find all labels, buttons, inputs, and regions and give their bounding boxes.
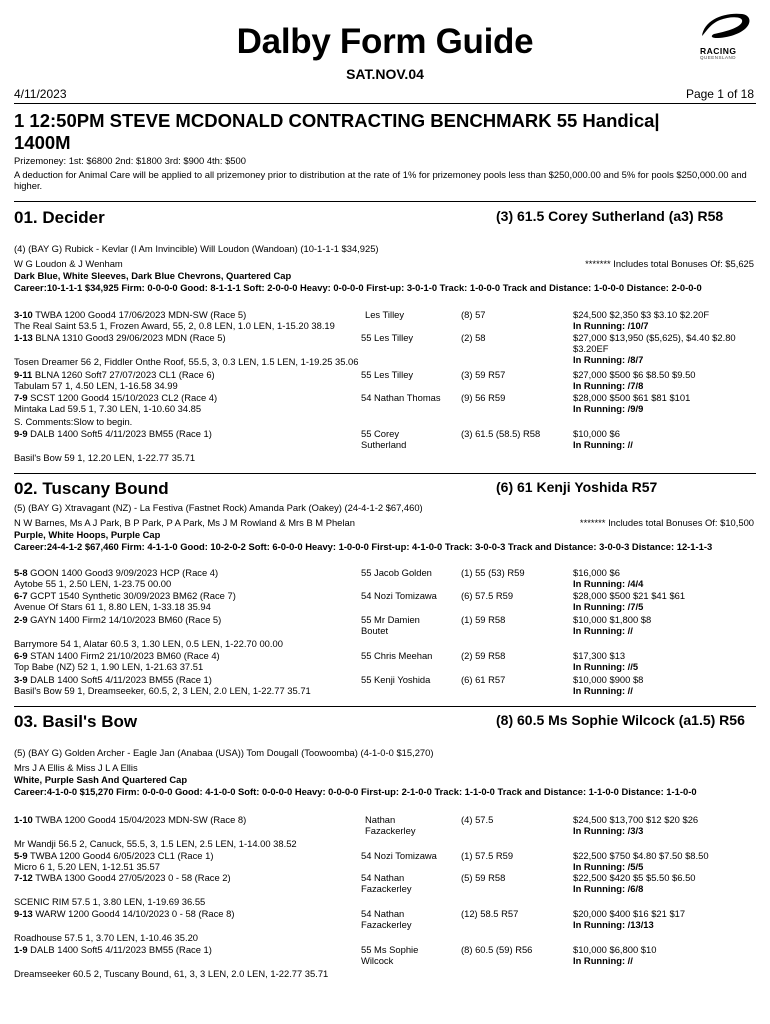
runner-divider	[14, 473, 756, 474]
form-barrier-weight: (1) 59 R58	[461, 614, 506, 625]
form-jockey: 55 Corey Sutherland	[361, 428, 407, 450]
form-result: 7-9	[14, 392, 28, 403]
form-race-details: GAYN 1400 Firm2 14/10/2023 BM60 (Race 5)	[27, 614, 222, 625]
form-result-note: Avenue Of Stars 61 1, 8.80 LEN, 1-33.18 35.94	[14, 601, 211, 612]
form-line	[14, 428, 212, 439]
form-prizemoney: $17,300 $13	[573, 650, 626, 661]
form-race-details: TWBA 1200 Good4 15/04/2023 MDN-SW (Race 8)	[32, 814, 247, 825]
form-result-note: Barrymore 54 1, Alatar 60.5 3, 1.30 LEN, 0.5 LEN, 1-22.70 00.00	[14, 638, 283, 649]
runner-career: Career:4-1-0-0 $15,270 Firm: 0-0-0-0 Good: 4-1-0-0 Soft: 0-0-0-0 Heavy: 0-0-0-0 First-up: 2-1-0-0 Track: 1-1-0-0 Track and Distance: 1-1-0-0 Distance: 1-1-0-0	[14, 786, 697, 797]
form-in-running: In Running: /10/7	[573, 320, 649, 331]
form-race-details: TWBA 1200 Good4 6/05/2023 CL1 (Race 1)	[27, 850, 214, 861]
runner-divider	[14, 706, 756, 707]
form-race-details: STAN 1400 Firm2 21/10/2023 BM60 (Race 4)	[27, 650, 220, 661]
form-prizemoney: $16,000 $6	[573, 567, 620, 578]
runner-pedigree: (4) (BAY G) Rubick - Kevlar (I Am Invincible) Will Loudon (Wandoan) (10-1-1-1 $34,925)	[14, 243, 379, 254]
form-race-details: DALB 1400 Soft5 4/11/2023 BM55 (Race 1)	[27, 428, 212, 439]
form-race-details: BLNA 1260 Soft7 27/07/2023 CL1 (Race 6)	[32, 369, 215, 380]
race-distance: 1400M	[14, 132, 71, 153]
form-prizemoney: $22,500 $750 $4.80 $7.50 $8.50	[573, 850, 709, 861]
form-race-details: DALB 1400 Soft5 4/11/2023 BM55 (Race 1)	[27, 674, 212, 685]
form-in-running: In Running: /7/8	[573, 380, 644, 391]
form-barrier-weight: (8) 60.5 (59) R56	[461, 944, 533, 955]
runner-jockey-weight: (3) 61.5 Corey Sutherland (a3) R58	[496, 208, 724, 224]
form-barrier-weight: (5) 59 R58	[461, 872, 506, 883]
form-jockey: 55 Ms Sophie Wilcock	[361, 944, 419, 966]
runner-career: Career:24-4-1-2 $67,460 Firm: 4-1-1-0 Good: 10-2-0-2 Soft: 6-0-0-0 Heavy: 1-0-0-0 First-up: 4-1-0-0 Track: 3-0-0-3 Track and Distance: 3-0-0-3 Distance: 12-1-1-3	[14, 541, 713, 552]
form-in-running: In Running: //	[573, 625, 633, 636]
form-result: 7-12	[14, 872, 33, 883]
form-prizemoney: $10,000 $900 $8	[573, 674, 644, 685]
form-result: 1-10	[14, 814, 33, 825]
runner-bonus: ******* Includes total Bonuses Of: $5,625	[585, 258, 754, 269]
race-title-line1: 1 12:50PM STEVE MCDONALD CONTRACTING BENCHMARK 55 Handica|	[14, 110, 660, 131]
form-barrier-weight: (2) 59 R58	[461, 650, 506, 661]
runner-colours: Dark Blue, White Sleeves, Dark Blue Chevrons, Quartered Cap	[14, 270, 292, 281]
form-prizemoney: $27,000 $500 $6 $8.50 $9.50	[573, 369, 696, 380]
form-in-running: In Running: /4/4	[573, 578, 644, 589]
form-jockey: 55 Les Tilley	[361, 369, 414, 380]
logo-text: RACING	[700, 46, 737, 56]
form-race-details: TWBA 1200 Good4 17/06/2023 MDN-SW (Race 5)	[32, 309, 247, 320]
form-race-details: WARW 1200 Good4 14/10/2023 0 - 58 (Race 8)	[32, 908, 235, 919]
form-prizemoney: $24,500 $2,350 $3 $3.10 $2.20F	[573, 309, 710, 320]
form-jockey: 55 Chris Meehan	[361, 650, 433, 661]
runner-career: Career:10-1-1-1 $34,925 Firm: 0-0-0-0 Good: 8-1-1-1 Soft: 2-0-0-0 Heavy: 0-0-0-0 First-up: 3-0-1-0 Track: 1-0-0-0 Track and Distance: 1-0-0-0 Distance: 2-0-0-0	[14, 282, 702, 293]
runner-name: 03. Basil's Bow	[14, 712, 138, 731]
form-prizemoney: $24,500 $13,700 $12 $20 $26	[573, 814, 699, 825]
form-race-details: GOON 1400 Good3 9/09/2023 HCP (Race 4)	[27, 567, 219, 578]
form-in-running: In Running: /7/5	[573, 601, 644, 612]
form-jockey: 55 Les Tilley	[361, 332, 414, 343]
form-prizemoney: $22,500 $420 $5 $5.50 $6.50	[573, 872, 696, 883]
form-line	[14, 309, 246, 320]
form-line	[14, 332, 226, 343]
page-number: Page 1 of 18	[685, 87, 754, 101]
racing-logo-icon	[694, 10, 754, 44]
form-line	[14, 392, 217, 403]
form-jockey: Nathan Fazackerley	[365, 814, 416, 836]
form-line	[14, 650, 220, 661]
form-line	[14, 850, 213, 861]
form-in-running: In Running: //	[573, 439, 633, 450]
form-in-running: In Running: /9/9	[573, 403, 644, 414]
form-result: 5-9	[14, 850, 28, 861]
page-title: Dalby Form Guide	[236, 22, 534, 61]
prizemoney: Prizemoney: 1st: $6800 2nd: $1800 3rd: $900 4th: $500	[14, 155, 246, 166]
form-in-running: In Running: //	[573, 955, 633, 966]
logo-subtext: QUEENSLAND	[700, 55, 737, 60]
form-jockey: 54 Nathan Thomas	[361, 392, 441, 403]
form-jockey: 54 Nozi Tomizawa	[361, 590, 437, 601]
runner-colours: White, Purple Sash And Quartered Cap	[14, 774, 188, 785]
form-result-note: Micro 6 1, 5.20 LEN, 1-12.51 35.57	[14, 861, 160, 872]
form-barrier-weight: (4) 57.5	[461, 814, 494, 825]
form-line	[14, 674, 212, 685]
form-prizemoney: $20,000 $400 $16 $21 $17	[573, 908, 686, 919]
header-divider	[14, 103, 756, 104]
form-result: 2-9	[14, 614, 28, 625]
runner-owners: N W Barnes, Ms A J Park, B P Park, P A Park, Ms J M Rowland & Mrs B M Phelan	[14, 517, 355, 528]
form-barrier-weight: (9) 56 R59	[461, 392, 506, 403]
form-line	[14, 567, 218, 578]
form-barrier-weight: (2) 58	[461, 332, 486, 343]
form-in-running: In Running: /13/13	[573, 919, 654, 930]
form-result-note: Tabulam 57 1, 4.50 LEN, 1-16.58 34.99	[14, 380, 178, 391]
form-barrier-weight: (1) 55 (53) R59	[461, 567, 525, 578]
form-result: 1-13	[14, 332, 33, 343]
form-result: 9-13	[14, 908, 33, 919]
form-in-running: In Running: /8/7	[573, 354, 644, 365]
form-prizemoney: $28,000 $500 $21 $41 $61	[573, 590, 686, 601]
form-line	[14, 814, 246, 825]
form-prizemoney: $28,000 $500 $61 $81 $101	[573, 392, 691, 403]
form-prizemoney: $27,000 $13,950 ($5,625), $4.40 $2.80 $3.20EF	[573, 332, 736, 354]
runner-colours: Purple, White Hoops, Purple Cap	[14, 529, 161, 540]
form-result-note: Mr Wandji 56.5 2, Canuck, 55.5, 3, 1.5 LEN, 2.5 LEN, 1-14.00 38.52	[14, 838, 297, 849]
runner-name: 02. Tuscany Bound	[14, 479, 169, 498]
form-barrier-weight: (6) 57.5 R59	[461, 590, 514, 601]
form-jockey: 54 Nathan Fazackerley	[361, 908, 412, 930]
form-line	[14, 369, 215, 380]
form-in-running: In Running: /3/3	[573, 825, 644, 836]
runner-owners: W G Loudon & J Wenham	[14, 258, 123, 269]
form-race-details: DALB 1400 Soft5 4/11/2023 BM55 (Race 1)	[27, 944, 212, 955]
form-jockey: Les Tilley	[365, 309, 405, 320]
runner-pedigree: (5) (BAY G) Xtravagant (NZ) - La Festiva (Fastnet Rock) Amanda Park (Oakey) (24-4-1-2 $67,460)	[14, 502, 423, 513]
form-result: 9-9	[14, 428, 28, 439]
form-result: 3-10	[14, 309, 33, 320]
form-result-note: Aytobe 55 1, 2.50 LEN, 1-23.75 00.00	[14, 578, 172, 589]
racing-queensland-logo	[694, 10, 754, 62]
form-race-details: BLNA 1310 Good3 29/06/2023 MDN (Race 5)	[32, 332, 226, 343]
form-in-running: In Running: //5	[573, 661, 639, 672]
print-date: 4/11/2023	[14, 87, 67, 101]
form-in-running: In Running: /5/5	[573, 861, 644, 872]
form-race-details: GCPT 1540 Synthetic 30/09/2023 BM62 (Race 7)	[27, 590, 236, 601]
form-prizemoney: $10,000 $6,800 $10	[573, 944, 657, 955]
form-result: 1-9	[14, 944, 28, 955]
form-result: 3-9	[14, 674, 28, 685]
form-prizemoney: $10,000 $1,800 $8	[573, 614, 652, 625]
form-result-note: Basil's Bow 59 1, Dreamseeker, 60.5, 2, 3 LEN, 2.0 LEN, 1-22.77 35.71	[14, 685, 311, 696]
form-line	[14, 944, 212, 955]
form-jockey: 54 Nathan Fazackerley	[361, 872, 412, 894]
form-result: 6-9	[14, 650, 28, 661]
form-result-note: Mintaka Lad 59.5 1, 7.30 LEN, 1-10.60 34.85	[14, 403, 202, 414]
form-barrier-weight: (1) 57.5 R59	[461, 850, 514, 861]
meeting-date-heading: SAT.NOV.04	[346, 66, 424, 82]
deduction-note: A deduction for Animal Care will be applied to all prizemoney prior to distribution at the rate of 1% for prizemoney pools less than $250,000.00 and 5% for pools $250,000.00 and higher.	[14, 169, 747, 191]
form-race-details: TWBA 1300 Good4 27/05/2023 0 - 58 (Race 2)	[32, 872, 231, 883]
form-line	[14, 614, 221, 625]
runner-owners: Mrs J A Ellis & Miss J L A Ellis	[14, 762, 138, 773]
form-line	[14, 908, 234, 919]
form-result-note: Roadhouse 57.5 1, 3.70 LEN, 1-10.46 35.20	[14, 932, 198, 943]
form-jockey: 55 Kenji Yoshida	[361, 674, 431, 685]
form-jockey: 54 Nozi Tomizawa	[361, 850, 437, 861]
form-jockey: 55 Mr Damien Boutet	[361, 614, 420, 636]
form-line	[14, 590, 236, 601]
form-race-details: SCST 1200 Good4 15/10/2023 CL2 (Race 4)	[27, 392, 218, 403]
form-in-running: In Running: //	[573, 685, 633, 696]
form-barrier-weight: (6) 61 R57	[461, 674, 506, 685]
form-result: 9-11	[14, 369, 33, 380]
form-result: 6-7	[14, 590, 28, 601]
runner-bonus: ******* Includes total Bonuses Of: $10,500	[579, 517, 754, 528]
form-prizemoney: $10,000 $6	[573, 428, 620, 439]
form-barrier-weight: (3) 61.5 (58.5) R58	[461, 428, 541, 439]
runner-jockey-weight: (8) 60.5 Ms Sophie Wilcock (a1.5) R56	[496, 712, 745, 728]
race-divider	[14, 201, 756, 202]
form-barrier-weight: (8) 57	[461, 309, 486, 320]
form-result-note: Basil's Bow 59 1, 12.20 LEN, 1-22.77 35.71	[14, 452, 196, 463]
runner-jockey-weight: (6) 61 Kenji Yoshida R57	[496, 479, 658, 495]
race-title	[14, 110, 660, 154]
form-result-note: Top Babe (NZ) 52 1, 1.90 LEN, 1-21.63 37.51	[14, 661, 204, 672]
form-barrier-weight: (12) 58.5 R57	[461, 908, 519, 919]
form-result-note: Tosen Dreamer 56 2, Fiddler Onthe Roof, 55.5, 3, 0.3 LEN, 1.5 LEN, 1-19.25 35.06	[14, 356, 359, 367]
form-barrier-weight: (3) 59 R57	[461, 369, 506, 380]
form-line	[14, 872, 231, 883]
form-result-note: SCENIC RIM 57.5 1, 3.80 LEN, 1-19.69 36.55	[14, 896, 206, 907]
runner-pedigree: (5) (BAY G) Golden Archer - Eagle Jan (Anabaa (USA)) Tom Dougall (Toowoomba) (4-1-0-0 $15,270)	[14, 747, 434, 758]
form-result-note: The Real Saint 53.5 1, Frozen Award, 55, 2, 0.8 LEN, 1.0 LEN, 1-15.20 38.19	[14, 320, 335, 331]
form-in-running: In Running: /6/8	[573, 883, 644, 894]
form-jockey: 55 Jacob Golden	[361, 567, 432, 578]
form-result: 5-8	[14, 567, 28, 578]
form-result-note: Dreamseeker 60.5 2, Tuscany Bound, 61, 3, 3 LEN, 2.0 LEN, 1-22.77 35.71	[14, 968, 329, 979]
runner-name: 01. Decider	[14, 208, 105, 227]
runner-steward-comment: S. Comments:Slow to begin.	[14, 416, 133, 427]
